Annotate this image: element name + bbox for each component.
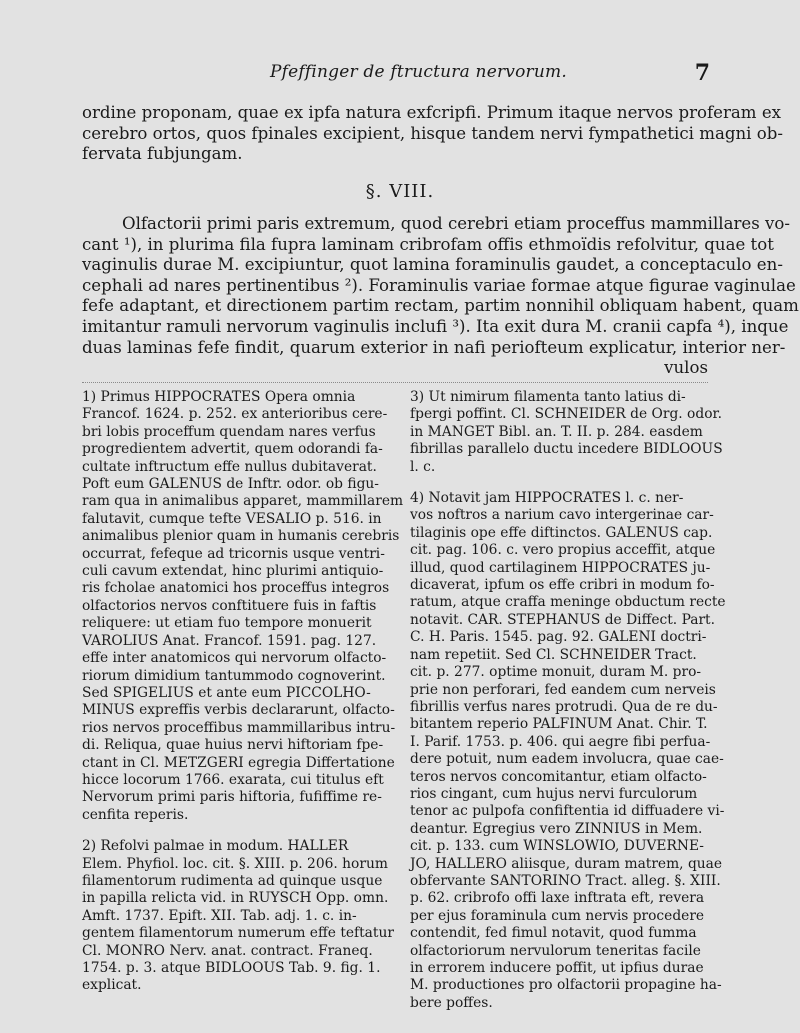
footnote-line: bri lobis proceffum quendam nares verfus [82, 423, 376, 440]
footnote-line: 1754. p. 3. atque BIDLOOUS Tab. 9. fig. 1. [82, 960, 381, 976]
footnote-line: teros nervos concomitantur, etiam olfacto- [410, 768, 707, 785]
footnote-line: VAROLIUS Anat. Francof. 1591. pag. 127. [82, 632, 377, 649]
footnote-line: 4) Notavit jam HIPPOCRATES l. c. ner- [410, 490, 684, 507]
text-line: cant ¹), in plurima fila fupra laminam cribrofam offis ethmoïdis refolvitur, quae tot [82, 234, 774, 254]
footnote-1 [82, 389, 404, 824]
page-number: 7 [694, 60, 710, 86]
footnote-line: ris fcholae anatomici hos proceffus integros [82, 580, 390, 597]
footnote-line: culi cavum extendat, hinc plurimi antiquio- [82, 563, 384, 580]
footnote-line: di. Reliqua, quae huius nervi hiftoriam fpe- [82, 737, 384, 754]
footnote-line: deantur. Egregius vero ZINNIUS in Mem. [410, 820, 703, 837]
footnote-line: occurrat, fefeque ad tricornis usque ventri- [82, 545, 385, 562]
footnote-line: ratum, atque craffa meninge obductum recte [410, 594, 726, 611]
footnote-line: dicaverat, ipfum os effe cribri in modum fo- [410, 577, 715, 594]
footnote-line: ram qua in animalibus apparet, mammillarem [82, 493, 404, 510]
footnote-line: vos noftros a narium cavo intergerinae car- [410, 507, 714, 524]
text-line: fefe adaptant, et directionem partim rectam, partim nonnihil obliquam habent, quam [82, 296, 799, 316]
section-paragraph [82, 214, 799, 379]
text-line: fervata fubjungam. [82, 144, 243, 164]
footnote-line: Poft eum GALENUS de Inftr. odor. ob figu- [82, 476, 379, 493]
text-line: vaginulis durae M. excipiuntur, quot lamina foraminulis gaudet, a conceptaculo en- [82, 255, 783, 275]
running-title: Pfeffinger de ftructura nervorum. [270, 62, 567, 82]
text-line: ordine proponam, quae ex ipfa natura exfcripfi. Primum itaque nervos proferam ex [82, 103, 781, 122]
footnote-line: Sed SPIGELIUS et ante eum PICCOLHO- [82, 684, 371, 701]
footnote-line: cit. p. 277. optime monuit, duram M. pro- [410, 664, 702, 681]
footnote-line: bere poffes. [410, 994, 493, 1011]
footnote-line: Cl. MONRO Nerv. anat. contract. Franeq. [82, 942, 373, 959]
footnote-2 [82, 838, 394, 995]
footnote-line: per ejus foraminula cum nervis procedere [410, 907, 705, 924]
footnote-line: I. Parif. 1753. p. 406. qui aegre fibi perfua- [410, 733, 711, 750]
footnote-line: rios cingant, cum hujus nervi furculorum [410, 785, 698, 802]
footnote-line: nam repetiit. Sed Cl. SCHNEIDER Tract. [410, 646, 697, 663]
footnote-divider [82, 382, 708, 383]
footnotes-right-column [410, 389, 726, 1026]
footnote-line: Nervorum primi paris hiftoria, fufiffime re- [82, 789, 382, 806]
text-line: imitantur ramuli nervorum vaginulis inclufi ³). Ita exit dura M. cranii capfa ⁴), inque [82, 316, 789, 336]
text-line: cerebro ortos, quos fpinales excipient, hisque tandem nervi fympathetici magni ob- [82, 123, 783, 143]
footnote-line: M. productiones pro olfactorii propagine ha- [410, 977, 722, 994]
footnote-line: fibrillas parallelo ductu incedere BIDLOOUS [410, 441, 723, 458]
footnote-line: progredientem advertit, quem odorandi fa- [82, 441, 383, 458]
footnote-line: explicat. [82, 977, 142, 994]
footnote-line: rios nervos proceffibus mammillaribus intru- [82, 719, 396, 736]
footnote-line: olfactorios nervos conftituere fuis in faftis [82, 597, 377, 614]
footnote-line: tilaginis ope effe diftinctos. GALENUS cap. [410, 524, 713, 541]
footnote-line: ctant in Cl. METZGERI egregia Differtatione [82, 754, 395, 771]
footnote-line: effe inter anatomicos qui nervorum olfacto- [82, 650, 387, 667]
footnote-line: cit. pag. 106. c. vero propius acceffit, atque [410, 542, 716, 559]
footnote-line: cit. p. 133. cum WINSLOWIO, DUVERNE- [410, 838, 704, 855]
footnote-line: in papilla relicta vid. in RUYSCH Opp. omn. [82, 890, 389, 907]
footnote-line: Francof. 1624. p. 252. ex anterioribus cere- [82, 406, 388, 423]
footnote-line: falutavit, cumque tefte VESALIO p. 516. in [82, 510, 382, 527]
footnote-line: Elem. Phyfiol. loc. cit. §. XIII. p. 206. horum [82, 855, 388, 872]
footnote-line: 3) Ut nimirum filamenta tanto latius di- [410, 389, 686, 405]
footnote-line: animalibus plenior quam in humanis cerebris [82, 528, 400, 545]
footnote-line: JO, HALLERO aliisque, duram matrem, quae [410, 855, 723, 872]
footnote-line: bitantem reperio PALFINUM Anat. Chir. T. [410, 716, 708, 733]
footnote-line: MINUS expreffis verbis declararunt, olfacto- [82, 702, 395, 719]
footnote-line: p. 62. cribrofo offi laxe inftrata eft, revera [410, 890, 705, 907]
footnote-line: l. c. [410, 458, 436, 475]
footnote-line: contendit, fed fimul notavit, quod fumma [410, 925, 697, 942]
footnote-3 [410, 389, 723, 476]
text-line: duas laminas fefe findit, quarum exterior in nafi periofteum explicatur, interior ner- [82, 337, 786, 357]
footnote-line: cenfita reperis. [82, 806, 189, 823]
footnote-line: olfactoriorum nervulorum teneritas facile [410, 942, 701, 959]
section-heading: §. VIII. [365, 181, 435, 202]
footnote-line: Amft. 1737. Epift. XII. Tab. adj. 1. c. in- [82, 907, 357, 924]
footnote-line: gentem filamentorum numerum effe teftatur [82, 925, 394, 942]
footnote-line: dere potuit, num eadem involucra, quae cae- [410, 751, 724, 768]
footnote-line: C. H. Paris. 1545. pag. 92. GALENI doctri- [410, 629, 707, 646]
intro-paragraph [82, 103, 783, 165]
footnote-line: 1) Primus HIPPOCRATES Opera omnia [82, 389, 356, 405]
footnote-line: tenor ac pulpofa confiftentia id diffuadere vi- [410, 803, 725, 820]
footnote-line: filamentorum rudimenta ad quinque usque [82, 872, 383, 889]
footnote-line: illud, quod cartilaginem HIPPOCRATES ju- [410, 559, 711, 576]
footnote-line: in errorem inducere poffit, ut ipfius durae [410, 960, 704, 976]
footnote-line: in MANGET Bibl. an. T. II. p. 284. easdem [410, 423, 703, 440]
footnote-line: riorum dimidium tantummodo cognoverint. [82, 667, 386, 684]
footnote-line: 2) Refolvi palmae in modum. HALLER [82, 838, 349, 855]
footnote-line: fpergi poffint. Cl. SCHNEIDER de Org. odor. [410, 406, 722, 423]
footnote-line: prie non perforari, fed eandem cum nerveis [410, 681, 716, 698]
footnotes-left-column [82, 389, 404, 1009]
footnote-line: reliquere: ut etiam fuo tempore monuerit [82, 615, 372, 632]
text-line: cephali ad nares pertinentibus ²). Foraminulis variae formae atque figurae vaginulae [82, 275, 796, 295]
footnote-line: hicce locorum 1766. exarata, cui titulus eft [82, 771, 384, 788]
footnote-line: fibrillis verfus nares protrudi. Qua de re du- [410, 698, 718, 715]
text-line: vulos [664, 358, 708, 378]
footnote-line: notavit. CAR. STEPHANUS de Diffect. Part. [410, 611, 715, 628]
footnote-line: obfervante SANTORINO Tract. alleg. §. XIII. [410, 872, 721, 889]
footnote-4 [410, 490, 726, 1012]
footnote-line: cultate inftructum effe nullus dubitaverat. [82, 458, 377, 475]
text-line: Olfactorii primi paris extremum, quod cerebri etiam proceffus mammillares vo- [122, 214, 790, 233]
page-header [80, 62, 710, 92]
